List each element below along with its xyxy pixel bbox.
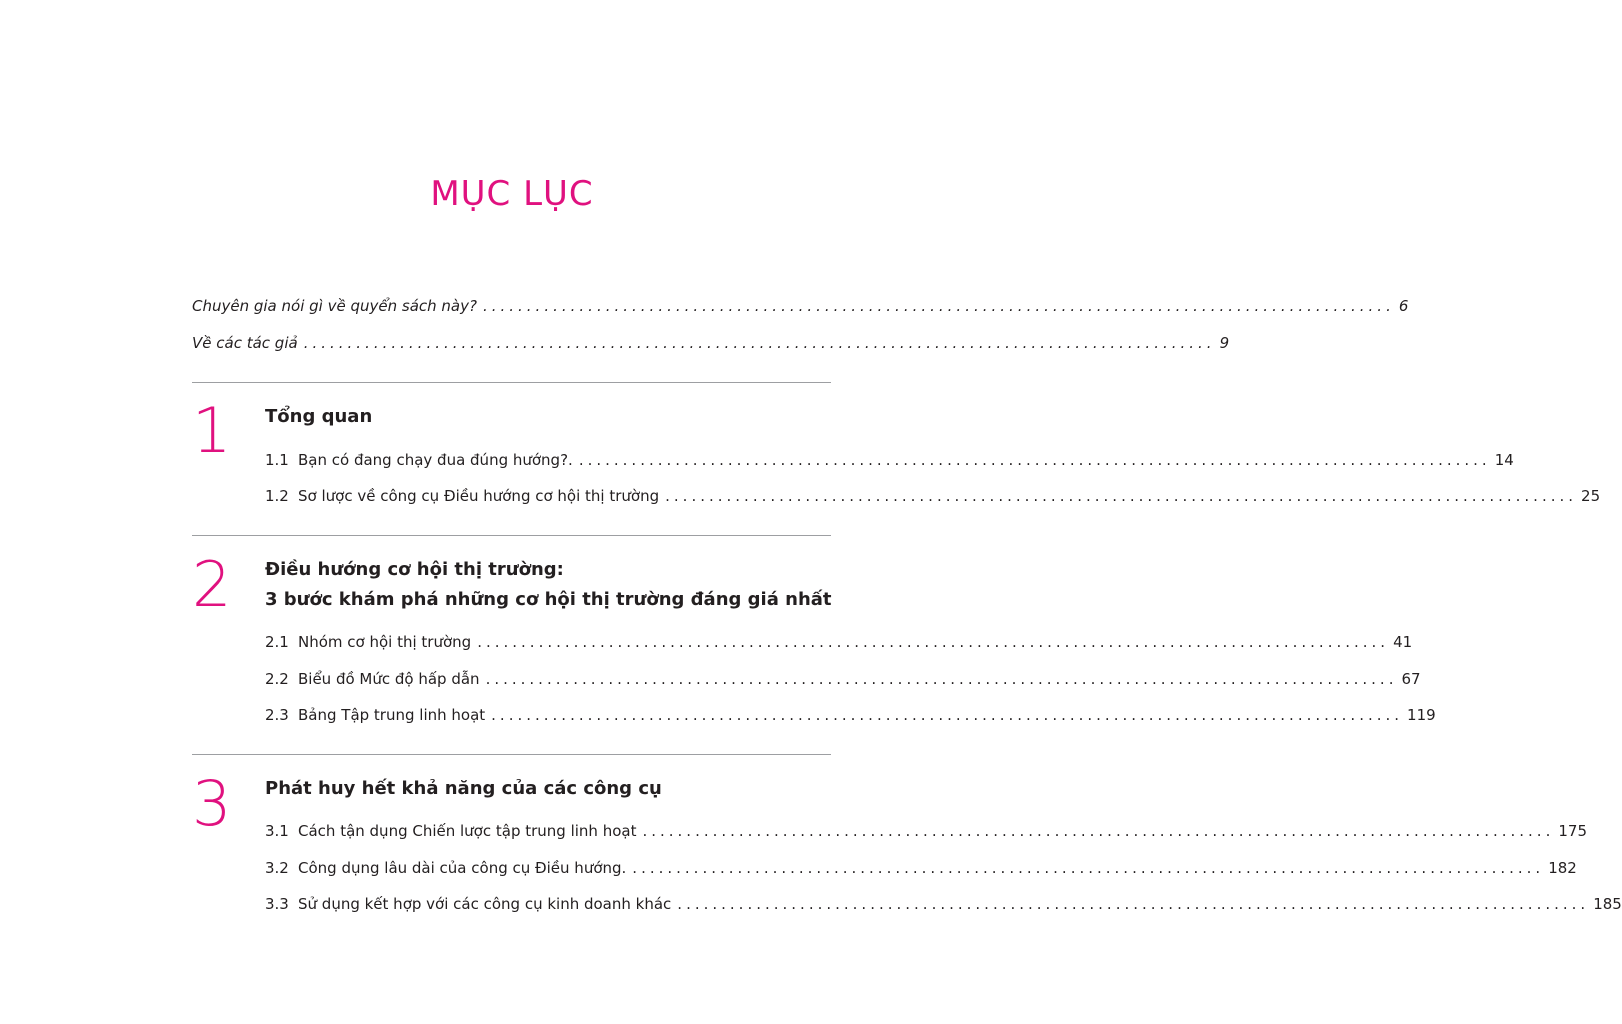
chapter-number: 1 <box>192 394 232 467</box>
section-page: 14 <box>1494 451 1514 469</box>
section-page: 119 <box>1407 706 1436 724</box>
section-label: Sử dụng kết hợp với các công cụ kinh doanh khác <box>298 895 672 913</box>
dot-leader: ........................................................................................................ <box>303 334 1216 352</box>
chapter-title[interactable] <box>265 402 372 432</box>
chapter-title-line: Phát huy hết khả năng của các công cụ <box>265 778 662 799</box>
section-page: 175 <box>1558 822 1587 840</box>
section-label: Bạn có đang chạy đua đúng hướng?. <box>298 451 573 469</box>
dot-leader: ........................................................................................................ <box>482 297 1395 315</box>
toc-entry-authors[interactable] <box>192 333 1230 353</box>
toc-entry-2-2[interactable] <box>265 669 1421 689</box>
section-number: 3.2 <box>265 859 289 877</box>
toc-entry-page: 9 <box>1219 334 1230 352</box>
section-label: Cách tận dụng Chiến lược tập trung linh hoạt <box>298 822 637 840</box>
dot-leader: ........................................................................................................ <box>632 859 1545 877</box>
chapter-title[interactable] <box>265 774 662 804</box>
toc-entry-1-2[interactable] <box>265 486 1601 506</box>
section-divider <box>192 754 831 755</box>
chapter-number: 3 <box>192 767 232 840</box>
toc-entry-label: Chuyên gia nói gì về quyển sách này? <box>192 297 477 315</box>
chapter-title[interactable] <box>265 555 832 615</box>
chapter-title-line: Điều hướng cơ hội thị trường: <box>265 559 564 580</box>
section-number: 2.2 <box>265 670 289 688</box>
section-number: 3.1 <box>265 822 289 840</box>
section-number: 3.3 <box>265 895 289 913</box>
chapter-title-line: 3 bước khám phá những cơ hội thị trường đáng giá nhất <box>265 589 832 610</box>
section-page: 41 <box>1393 633 1413 651</box>
section-label: Công dụng lâu dài của công cụ Điều hướng. <box>298 859 627 877</box>
toc-entry-page: 6 <box>1398 297 1409 315</box>
dot-leader: ........................................................................................................ <box>491 706 1404 724</box>
section-number: 2.3 <box>265 706 289 724</box>
toc-entry-3-3[interactable] <box>265 894 1622 914</box>
toc-entry-3-1[interactable] <box>265 821 1587 841</box>
section-label: Sơ lược về công cụ Điều hướng cơ hội thị trường <box>298 487 660 505</box>
toc-entry-label: Về các tác giả <box>192 334 298 352</box>
dot-leader: ........................................................................................................ <box>642 822 1555 840</box>
chapter-title-line: Tổng quan <box>265 406 373 427</box>
section-number: 2.1 <box>265 633 289 651</box>
section-label: Bảng Tập trung linh hoạt <box>298 706 486 724</box>
section-label: Biểu đồ Mức độ hấp dẫn <box>298 670 480 688</box>
toc-entry-2-3[interactable] <box>265 705 1436 725</box>
page-title: MỤC LỤC <box>430 174 594 214</box>
toc-entry-1-1[interactable] <box>265 450 1514 470</box>
section-number: 1.2 <box>265 487 289 505</box>
toc-entry-3-2[interactable] <box>265 858 1577 878</box>
section-divider <box>192 535 831 536</box>
chapter-number: 2 <box>192 548 232 621</box>
dot-leader: ........................................................................................................ <box>578 451 1491 469</box>
section-number: 1.1 <box>265 451 289 469</box>
section-page: 67 <box>1401 670 1421 688</box>
dot-leader: ........................................................................................................ <box>665 487 1578 505</box>
section-divider <box>192 382 831 383</box>
section-page: 182 <box>1548 859 1577 877</box>
section-page: 25 <box>1581 487 1601 505</box>
dot-leader: ........................................................................................................ <box>485 670 1398 688</box>
toc-entry-experts[interactable] <box>192 296 1409 316</box>
section-page: 185 <box>1593 895 1622 913</box>
dot-leader: ........................................................................................................ <box>477 633 1390 651</box>
section-label: Nhóm cơ hội thị trường <box>298 633 472 651</box>
dot-leader: ........................................................................................................ <box>677 895 1590 913</box>
toc-entry-2-1[interactable] <box>265 632 1413 652</box>
